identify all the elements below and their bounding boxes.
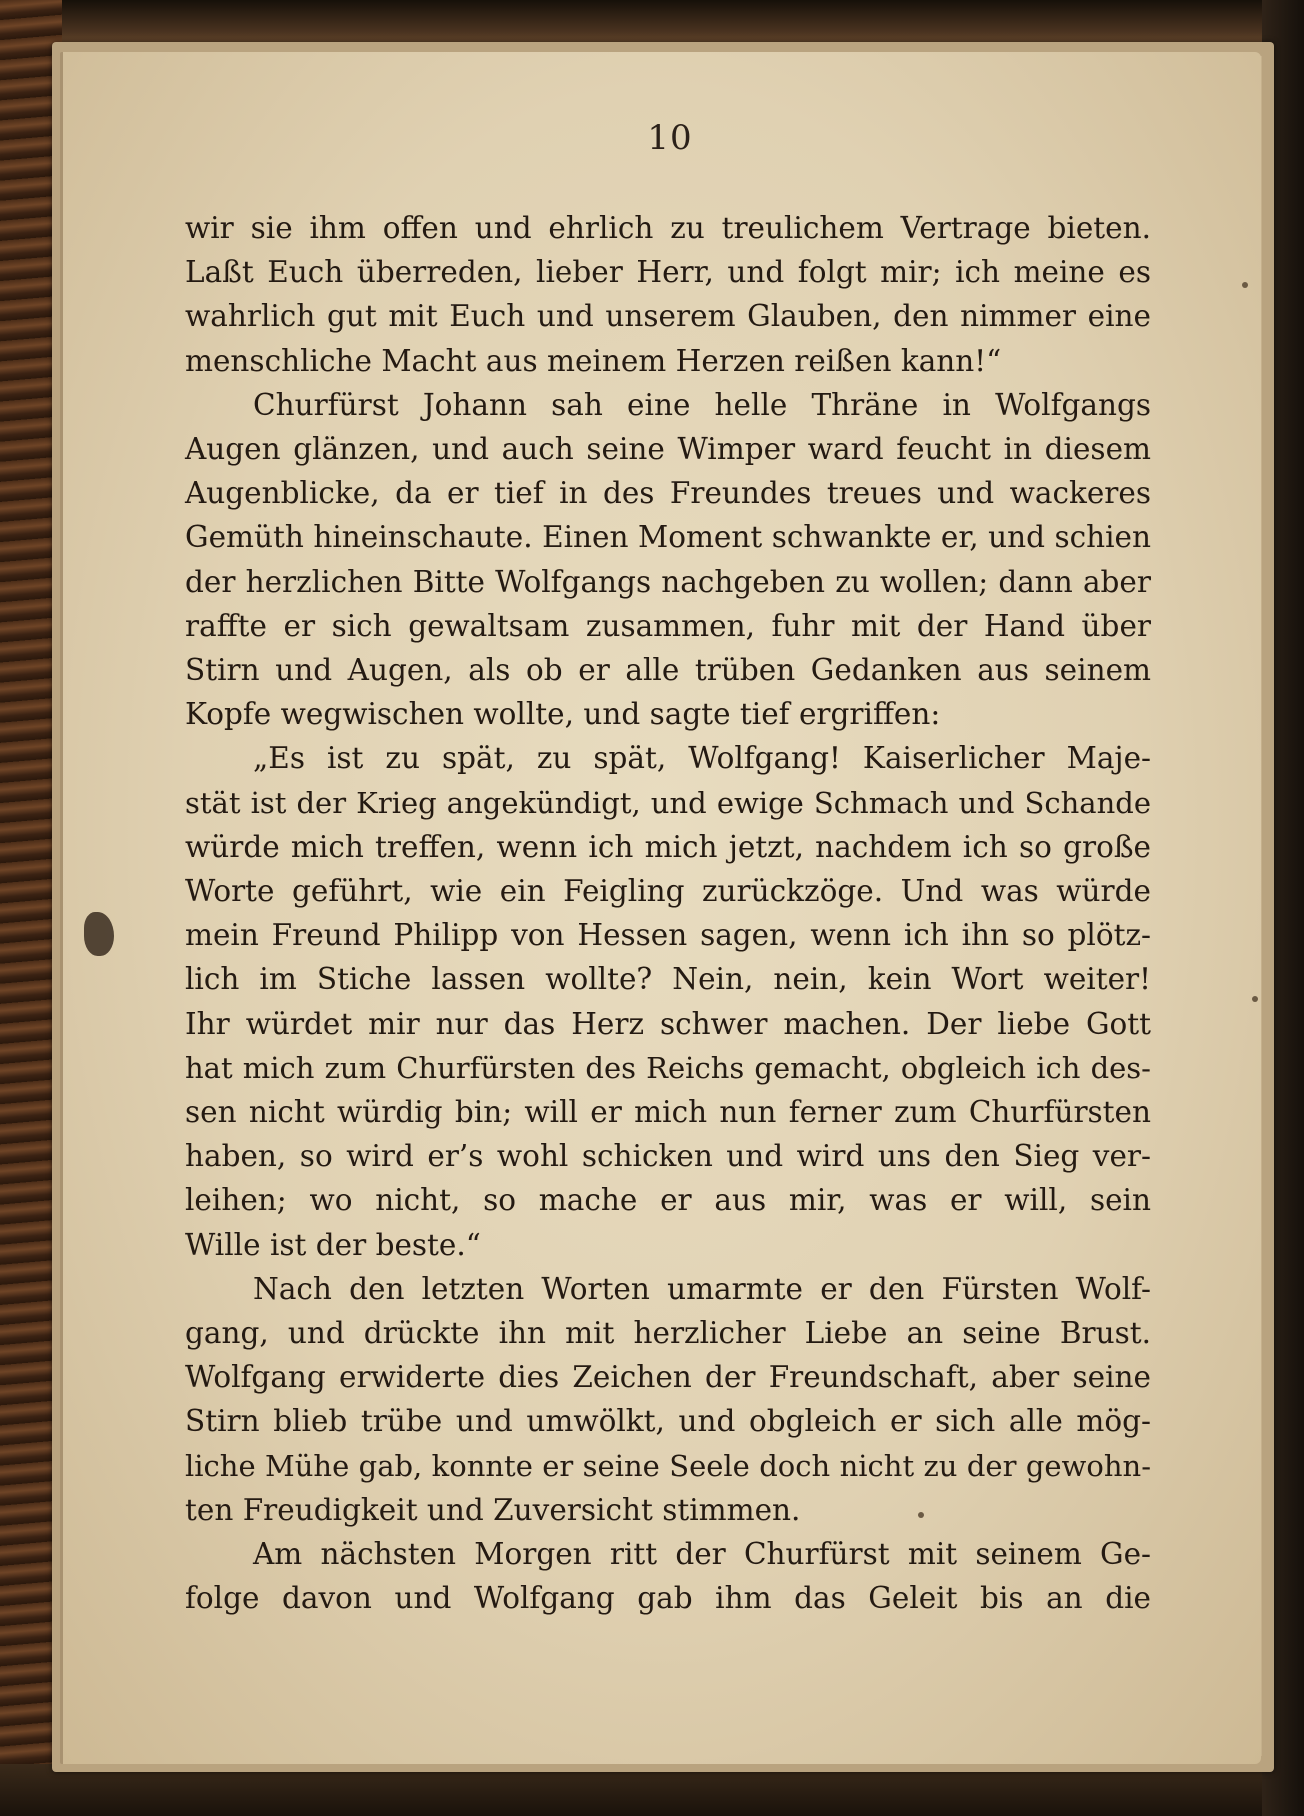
text-line: Churfürst Johann sah eine helle Thräne in Wolfgangs xyxy=(253,387,1151,422)
text-line: Ihr würdet mir nur das Herz schwer machen. Der liebe Gott xyxy=(185,1006,1151,1041)
text-line: Worte geführt, wie ein Feigling zurückzöge. Und was würde xyxy=(185,874,1151,909)
page-stain xyxy=(84,912,114,956)
paper-speck xyxy=(1242,282,1248,288)
text-line: wahrlich gut mit Euch und unserem Glauben, den nimmer eine xyxy=(185,299,1151,334)
text-line: raffte er sich gewaltsam zusammen, fuhr mit der Hand über xyxy=(185,608,1151,643)
text-line: folge davon und Wolfgang gab ihm das Geleit bis an die xyxy=(185,1581,1151,1616)
text-line: sen nicht würdig bin; will er mich nun ferner zum Churfürsten xyxy=(185,1095,1151,1130)
text-line: mein Freund Philipp von Hessen sagen, wenn ich ihn so plötz- xyxy=(185,918,1151,953)
text-line: Gemüth hineinschaute. Einen Moment schwankte er, und schien xyxy=(185,520,1151,555)
text-line: stät ist der Krieg angekündigt, und ewige Schmach und Schande xyxy=(185,785,1151,820)
text-line: Augen glänzen, und auch seine Wimper ward feucht in diesem xyxy=(185,432,1151,467)
text-line: Am nächsten Morgen ritt der Churfürst mit seinem Ge- xyxy=(253,1537,1151,1572)
text-line: haben, so wird er’s wohl schicken und wird uns den Sieg ver- xyxy=(185,1139,1151,1174)
text-line: der herzlichen Bitte Wolfgangs nachgeben zu wollen; dann aber xyxy=(185,564,1151,599)
text-line: Wille ist der beste.“ xyxy=(185,1227,481,1262)
text-line: ten Freudigkeit und Zuversicht stimmen. xyxy=(185,1492,801,1527)
text-line: wir sie ihm offen und ehrlich zu treulichem Vertrage bieten. xyxy=(185,211,1151,245)
page-body-text xyxy=(185,206,1151,1621)
cover-top-edge xyxy=(0,0,1304,46)
text-line: „Es ist zu spät, zu spät, Wolfgang! Kaiserlicher Maje- xyxy=(253,741,1151,776)
text-line: würde mich treffen, wenn ich mich jetzt, nachdem ich so große xyxy=(185,829,1151,864)
text-line: hat mich zum Churfürsten des Reichs gemacht, obgleich ich des- xyxy=(185,1050,1151,1085)
text-line: Augenblicke, da er tief in des Freundes treues und wackeres xyxy=(185,476,1151,511)
text-line: gang, und drückte ihn mit herzlicher Liebe an seine Brust. xyxy=(185,1316,1151,1351)
paper-speck xyxy=(1252,996,1258,1002)
text-line: leihen; wo nicht, so mache er aus mir, was er will, sein xyxy=(185,1183,1151,1218)
text-line: menschliche Macht aus meinem Herzen reißen kann!“ xyxy=(185,343,1002,378)
text-line: Stirn und Augen, als ob er alle trüben Gedanken aus seinem xyxy=(185,653,1151,688)
page-number: 10 xyxy=(647,118,693,158)
text-line: liche Mühe gab, konnte er seine Seele doch nicht zu der gewohn- xyxy=(185,1448,1151,1483)
text-line: Nach den letzten Worten umarmte er den Fürsten Wolf- xyxy=(253,1271,1151,1306)
text-line: lich im Stiche lassen wollte? Nein, nein, kein Wort weiter! xyxy=(185,962,1151,997)
text-line: Wolfgang erwiderte dies Zeichen der Freundschaft, aber seine xyxy=(185,1360,1151,1395)
text-line: Stirn blieb trübe und umwölkt, und obgleich er sich alle mög- xyxy=(185,1404,1151,1439)
text-line: Laßt Euch überreden, lieber Herr, und folgt mir; ich meine es xyxy=(185,255,1151,290)
text-line: Kopfe wegwischen wollte, und sagte tief ergriffen: xyxy=(185,697,941,732)
